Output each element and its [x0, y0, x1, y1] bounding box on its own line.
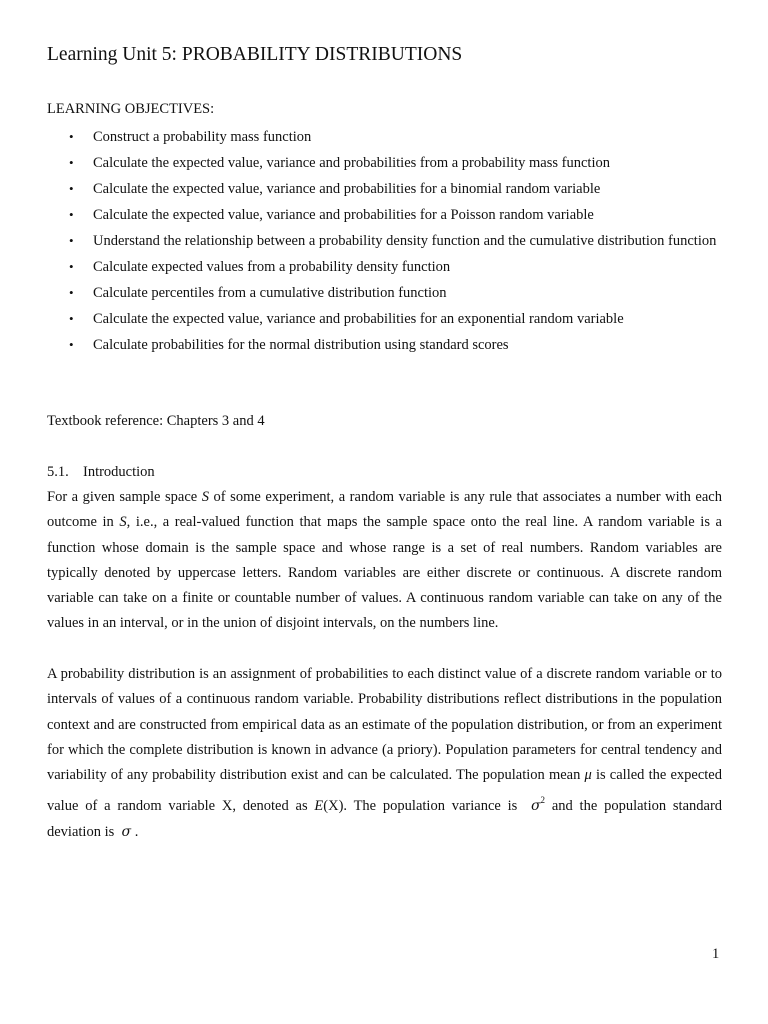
- objective-item: [47, 280, 722, 306]
- page-title: Learning Unit 5: PROBABILITY DISTRIBUTIONS: [47, 44, 463, 65]
- symbol-mu: μ: [584, 767, 592, 784]
- superscript-2: 2: [540, 795, 546, 806]
- objective-text: Calculate the expected value, variance and probabilities from a probability mass function: [93, 155, 610, 171]
- symbol-s: S: [119, 514, 127, 531]
- symbol-sigma: σ: [530, 798, 541, 815]
- objectives-heading: LEARNING OBJECTIVES:: [47, 101, 215, 117]
- symbol-e: E: [314, 798, 324, 815]
- bullet-icon: •: [69, 285, 74, 300]
- bullet-icon: •: [69, 155, 74, 170]
- objective-item: [47, 202, 722, 228]
- section-title: Introduction: [83, 464, 155, 480]
- bullet-icon: •: [69, 311, 74, 326]
- objective-item: [47, 176, 722, 202]
- text-run: is called the expected value of a random variable X, denoted as: [47, 767, 722, 815]
- objective-item: [47, 228, 722, 254]
- objective-item: [47, 306, 722, 332]
- text-run: A probability distribution is an assignment of probabilities to each distinct value of a discrete random variable or to intervals of values of a continuous random variable. Probability distributions reflect distributions in the population context and are constructed from empirical data as an estimate of the population distribution, or from an experiment for which the complete distribution is known in advance (a priory). Population parameters for central tendency and variability of any probability distribution exist and can be calculated. The population mean: [47, 666, 722, 784]
- objective-text: Construct a probability mass function: [93, 129, 312, 145]
- section-number: 5.1.: [47, 464, 69, 480]
- bullet-icon: •: [69, 181, 74, 196]
- bullet-icon: •: [69, 259, 74, 274]
- objective-text: Calculate probabilities for the normal distribution using standard scores: [93, 337, 509, 353]
- bullet-icon: •: [69, 207, 74, 222]
- text-run: and the population standard deviation is: [47, 798, 723, 840]
- text-run: .: [131, 823, 139, 840]
- objective-item: [47, 124, 722, 150]
- bullet-icon: •: [69, 129, 74, 144]
- objective-item: [47, 332, 722, 358]
- bullet-icon: •: [69, 233, 74, 248]
- objective-text: Calculate the expected value, variance and probabilities for an exponential random variable: [93, 311, 624, 327]
- text-run: , i.e., a real-valued function that maps the sample space onto the real line. A random variable is a function whose domain is the sample space and whose range is a set of real numbers. Random variables are typically denoted by uppercase letters. Random variables are either discrete or continuous. A discrete random variable can take on a finite or countable number of values. A continuous random variable can take on any of the values in an interval, or in the union of disjoint intervals, on the numbers line.: [47, 514, 722, 632]
- objectives-list: [47, 124, 722, 358]
- text-run: of some experiment, a random variable is any rule that associates a number with each outcome in: [47, 489, 722, 531]
- symbol-sigma: σ: [121, 823, 132, 840]
- symbol-s: S: [201, 489, 210, 505]
- objective-item: [47, 150, 722, 176]
- objective-text: Calculate the expected value, variance and probabilities for a binomial random variable: [93, 181, 601, 197]
- objective-item: [47, 254, 722, 280]
- objective-text: Understand the relationship between a probability density function and the cumulative distribution function: [93, 233, 717, 249]
- objective-text: Calculate the expected value, variance and probabilities for a Poisson random variable: [93, 207, 594, 223]
- distribution-paragraph: [47, 662, 722, 845]
- objective-text: Calculate expected values from a probability density function: [93, 259, 451, 275]
- section-heading: [47, 464, 155, 481]
- page-number: 1: [712, 946, 720, 962]
- objective-text: Calculate percentiles from a cumulative distribution function: [93, 285, 447, 301]
- bullet-icon: •: [69, 337, 74, 352]
- text-run: For a given sample space: [47, 489, 202, 505]
- text-run: (X). The population variance is: [323, 798, 525, 815]
- textbook-reference: Textbook reference: Chapters 3 and 4: [47, 413, 265, 429]
- intro-paragraph: [47, 485, 722, 637]
